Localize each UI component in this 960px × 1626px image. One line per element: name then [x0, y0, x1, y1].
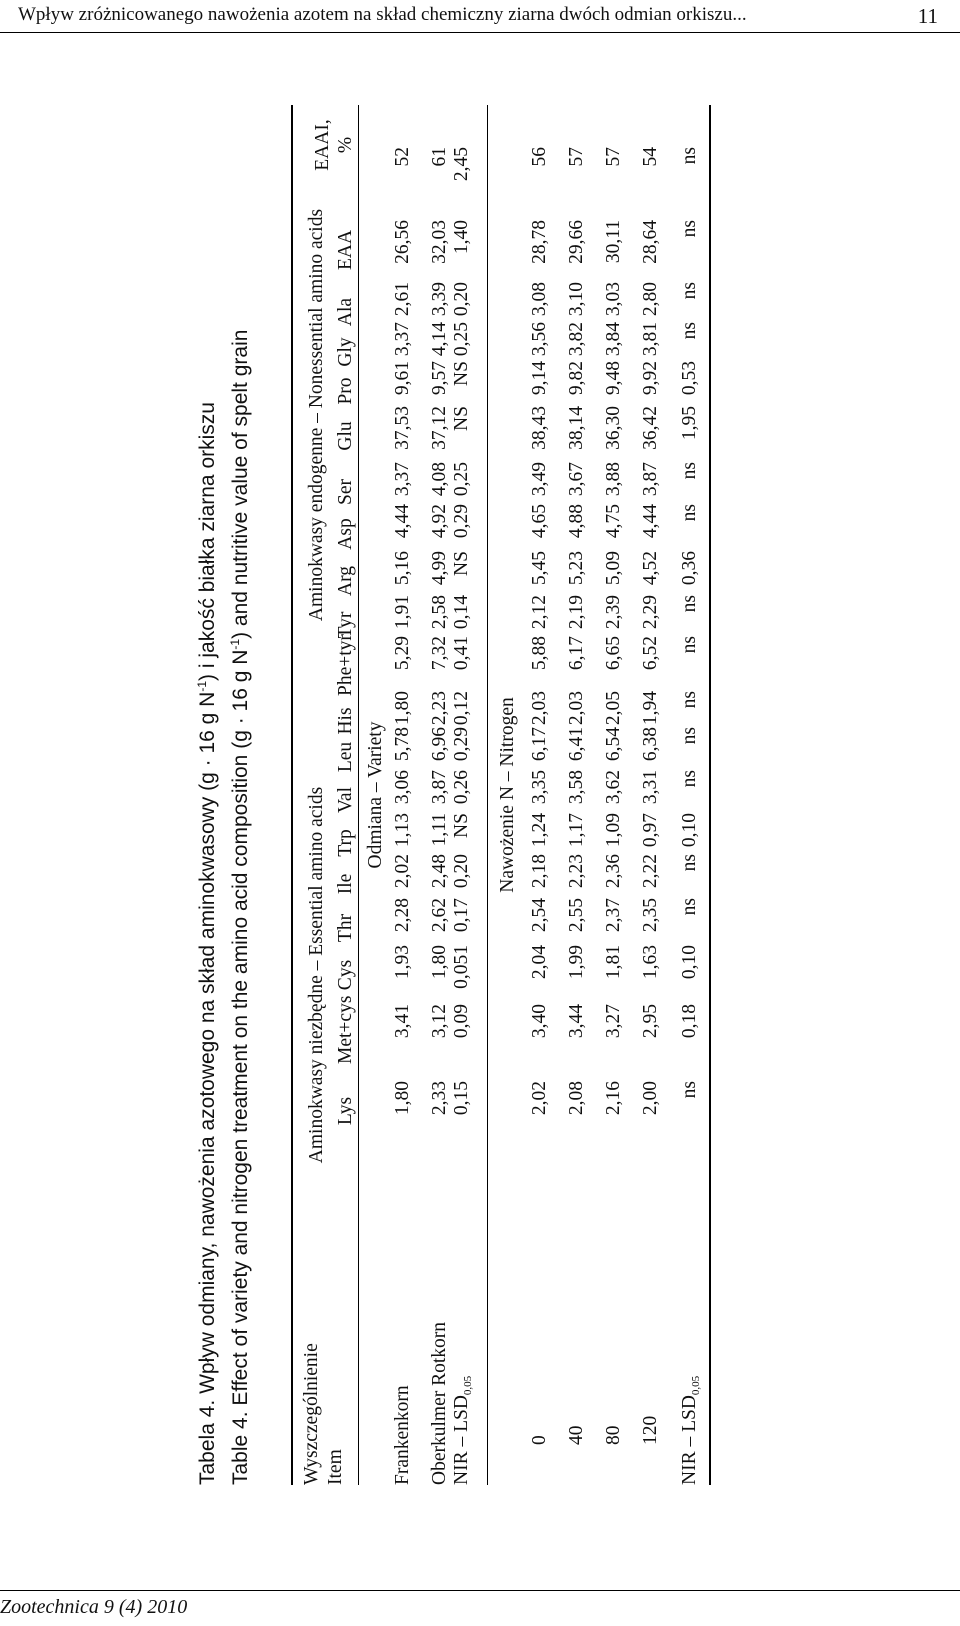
table-cell: 2,00	[640, 1081, 661, 1116]
row-label	[429, 1322, 451, 1485]
table-cell: 3,37	[392, 462, 413, 497]
table-cell: ns	[679, 636, 700, 654]
table-cell: 0,18	[679, 1004, 700, 1039]
table-cell: 3,08	[529, 282, 550, 317]
table-cell: 57	[603, 147, 624, 167]
table-cell: 2,80	[640, 282, 661, 317]
table-cell: 3,87	[640, 462, 661, 497]
nitrogen-section-label: Nawożenie N – Nitrogen	[497, 697, 518, 893]
table-cell: 3,56	[529, 322, 550, 357]
column-header: Tyr	[335, 611, 356, 639]
table-cell: 3,87	[429, 770, 450, 805]
table-cell: 1,80	[392, 691, 413, 726]
table-cell: 54	[640, 147, 661, 167]
table-cell: 6,54	[603, 727, 624, 762]
table-cell: 2,02	[392, 854, 413, 889]
table-cell: 3,62	[603, 770, 624, 805]
table-cell: 3,39	[429, 282, 450, 317]
column-header: Trp	[335, 829, 356, 857]
table-cell: 6,17	[529, 727, 550, 762]
table-cell: 5,23	[566, 551, 587, 586]
table-cell: 2,12	[529, 595, 550, 630]
table-cell: ns	[679, 220, 700, 238]
row-label-text: NIR – LSD	[679, 1395, 700, 1485]
table-cell: 1,99	[566, 945, 587, 980]
table-cell: 4,44	[392, 504, 413, 539]
column-header: Asp	[335, 518, 356, 550]
table-cell: 2,18	[529, 854, 550, 889]
table-cell: 2,37	[603, 898, 624, 933]
table-cell: 4,08	[429, 462, 450, 497]
table-cell: NS	[451, 813, 472, 838]
table-cell: 29,66	[566, 220, 587, 264]
table-cell: 7,32	[429, 636, 450, 671]
table-cell: 0,97	[640, 813, 661, 848]
table-cell: 1,81	[603, 945, 624, 980]
table-cell: 5,88	[529, 636, 550, 671]
table-cell: 0,25	[451, 462, 472, 497]
table-cell: 9,14	[529, 361, 550, 396]
table-cell: 26,56	[392, 220, 413, 264]
row-label-text: 120	[640, 1415, 661, 1445]
table-cell: 3,58	[566, 770, 587, 805]
table-cell: 1,80	[392, 1081, 413, 1116]
table-cell: 2,23	[566, 854, 587, 889]
table-cell: 3,88	[603, 462, 624, 497]
table-cell: 4,44	[640, 504, 661, 539]
page-number: 11	[917, 4, 938, 28]
table-cell: 0,17	[451, 898, 472, 933]
table-cell: 2,58	[429, 595, 450, 630]
row-label-text: 40	[566, 1425, 587, 1445]
table-cell: 2,36	[603, 854, 624, 889]
table-cell: 1,80	[429, 945, 450, 980]
table-cell: 6,38	[640, 727, 661, 762]
row-label	[566, 1426, 588, 1446]
table-cell: 0,29	[451, 504, 472, 539]
table-cell: 1,94	[640, 691, 661, 726]
table-cell: 2,39	[603, 595, 624, 630]
table-cell: 0,051	[451, 945, 472, 989]
table-row	[640, 105, 666, 1485]
table-cell: 2,19	[566, 595, 587, 630]
table-cell: 30,11	[603, 220, 624, 264]
nonessential-group-header: Aminokwasy endogenne – Nonessential amino acids	[306, 208, 327, 622]
table-cell: 2,08	[566, 1081, 587, 1116]
table-cell: 0,25	[451, 322, 472, 357]
table-cell: 1,11	[429, 813, 450, 847]
table-cell: 9,61	[392, 361, 413, 396]
table-cell: 9,57	[429, 361, 450, 396]
table-cell: 4,75	[603, 504, 624, 539]
table-cell: 0,14	[451, 595, 472, 630]
eaai-header-line2: %	[335, 136, 356, 154]
column-header: Lys	[335, 1096, 356, 1126]
table-cell: 2,55	[566, 898, 587, 933]
table-cell: 9,48	[603, 361, 624, 396]
table-cell: 28,78	[529, 220, 550, 264]
table-row	[566, 105, 592, 1485]
column-header: Ala	[335, 297, 356, 327]
header-rule	[0, 32, 960, 33]
table-cell: 61	[429, 147, 450, 167]
table-cell: 0,36	[679, 551, 700, 586]
table-cell: 3,10	[566, 282, 587, 317]
column-header: Glu	[335, 421, 356, 451]
table-cell: 4,65	[529, 504, 550, 539]
table-cell: 1,93	[392, 945, 413, 980]
table-cell: 1,09	[603, 813, 624, 848]
table-cell: 0,09	[451, 1004, 472, 1039]
table-cell: ns	[679, 462, 700, 480]
column-header: EAA	[335, 229, 356, 271]
row-label	[392, 1385, 414, 1485]
table-cell: 0,53	[679, 361, 700, 396]
table-cell: 3,31	[640, 770, 661, 805]
table-cell: ns	[679, 770, 700, 788]
table-cell: 9,92	[640, 361, 661, 396]
row-label	[603, 1426, 625, 1446]
table-cell: 0,26	[451, 770, 472, 805]
table-cell: 6,41	[566, 727, 587, 762]
column-header: Thr	[335, 913, 356, 943]
table-cell: 1,63	[640, 945, 661, 980]
table-cell: 5,45	[529, 551, 550, 586]
column-header: Val	[335, 787, 356, 813]
table-cell: 2,48	[429, 854, 450, 889]
table-cell: 3,44	[566, 1004, 587, 1039]
table-cell: 4,92	[429, 504, 450, 539]
table-cell: 2,22	[640, 854, 661, 889]
column-header: Ile	[335, 873, 356, 895]
table-cell: 2,29	[640, 595, 661, 630]
table-cell: 3,41	[392, 1004, 413, 1039]
table-row	[392, 105, 418, 1485]
table-cell: 28,64	[640, 220, 661, 264]
table-cell: 4,52	[640, 551, 661, 586]
table-cell: 37,12	[429, 406, 450, 450]
table-cell: 52	[392, 147, 413, 167]
column-header: Ser	[335, 479, 356, 505]
table-cell: 37,53	[392, 406, 413, 450]
eaai-header-line1: EAAI,	[312, 119, 333, 171]
table-cell: 9,82	[566, 361, 587, 396]
table-cell: 0,10	[679, 813, 700, 848]
table-cell: 57	[566, 147, 587, 167]
table-cell: 56	[529, 147, 550, 167]
table-bottom-rule	[709, 105, 711, 1485]
table-cell: 3,40	[529, 1004, 550, 1039]
table-cell: 2,28	[392, 898, 413, 933]
table-cell: NS	[451, 551, 472, 576]
footer-rule	[0, 1590, 960, 1591]
column-header: His	[335, 707, 356, 735]
row-label	[451, 1376, 474, 1485]
table-cell: 3,82	[566, 322, 587, 357]
table-cell: NS	[451, 361, 472, 386]
table-cell: 3,37	[392, 322, 413, 357]
table-cell: ns	[679, 282, 700, 300]
table-cell: 3,35	[529, 770, 550, 805]
column-header: Met+cys	[335, 995, 356, 1064]
table-cell: ns	[679, 147, 700, 165]
table-cell: 6,17	[566, 636, 587, 671]
table-cell: 2,54	[529, 898, 550, 933]
table-cell: 1,91	[392, 595, 413, 630]
rotated-table-page	[195, 105, 715, 1485]
table-cell: 2,03	[529, 691, 550, 726]
column-header: Cys	[335, 959, 356, 991]
variety-section-label: Odmiana – Variety	[365, 721, 386, 869]
table-caption-pl: Tabela 4. Wpływ odmiany, nawożenia azotowego na skład aminokwasowy (g · 16 g $N^{-1}$) i jakość białka ziarna orkiszu	[195, 402, 219, 1485]
table-cell: 3,06	[392, 770, 413, 805]
table-cell: ns	[679, 504, 700, 522]
table-cell: 4,99	[429, 551, 450, 586]
table-cell: 2,02	[529, 1081, 550, 1116]
table-row	[451, 105, 477, 1485]
header-bottom-rule	[358, 105, 359, 1485]
column-header: Leu	[335, 741, 356, 773]
item-header-pl: Wyszczególnienie	[301, 1343, 322, 1485]
table-caption-en: Table 4. Effect of variety and nitrogen treatment on the amino acid composition (g · 16 g $N^{-1}$) and nutritive value of spelt grain	[228, 329, 252, 1485]
table-row	[679, 105, 705, 1485]
table-cell: 36,30	[603, 406, 624, 450]
column-header: Pro	[335, 377, 356, 405]
row-label	[529, 1435, 551, 1445]
table-cell: 0,15	[451, 1081, 472, 1116]
row-label	[679, 1376, 702, 1485]
essential-group-header: Aminokwasy niezbędne – Essential amino acids	[306, 786, 327, 1164]
column-header: Arg	[335, 566, 356, 596]
table-cell: 2,62	[429, 898, 450, 933]
running-title: Wpływ zróżnicowanego nawożenia azotem na skład chemiczny ziarna dwóch odmian orkiszu...	[18, 4, 747, 25]
table-cell: NS	[451, 406, 472, 431]
table-cell: 0,20	[451, 854, 472, 889]
table-cell: 1,24	[529, 813, 550, 848]
table-cell: 1,13	[392, 813, 413, 848]
table-cell: 0,20	[451, 282, 472, 317]
lsd-subscript: 0,05	[462, 1375, 474, 1396]
table-cell: 3,12	[429, 1004, 450, 1039]
table-cell: 3,03	[603, 282, 624, 317]
table-cell: 1,95	[679, 406, 700, 441]
item-header-en: Item	[325, 1449, 346, 1485]
row-label-text: Oberkulmer Rotkorn	[429, 1321, 450, 1485]
table-cell: 5,16	[392, 551, 413, 586]
column-header: Gly	[335, 337, 356, 367]
table-cell: 5,78	[392, 727, 413, 762]
journal-footer: Zootechnica 9 (4) 2010	[0, 1596, 188, 1618]
table-cell: 3,81	[640, 322, 661, 357]
table-cell: 3,67	[566, 462, 587, 497]
table-cell: 6,52	[640, 636, 661, 671]
row-label-text: 80	[603, 1425, 624, 1445]
table-cell: ns	[679, 898, 700, 916]
table-cell: 2,61	[392, 282, 413, 317]
table-cell: ns	[679, 1081, 700, 1099]
table-cell: 2,04	[529, 945, 550, 980]
table-top-rule	[291, 105, 293, 1485]
table-cell: 2,23	[429, 691, 450, 726]
table-cell: 38,14	[566, 406, 587, 450]
table-cell: 4,14	[429, 322, 450, 357]
table-cell: 2,05	[603, 691, 624, 726]
table-cell: 2,03	[566, 691, 587, 726]
table-cell: 38,43	[529, 406, 550, 450]
table-cell: 2,35	[640, 898, 661, 933]
table-cell: ns	[679, 727, 700, 745]
table-cell: 0,41	[451, 636, 472, 671]
table-cell: 32,03	[429, 220, 450, 264]
table-row	[603, 105, 629, 1485]
table-row	[529, 105, 555, 1485]
table-cell: ns	[679, 322, 700, 340]
table-cell: 2,16	[603, 1081, 624, 1116]
row-label-text: Frankenkorn	[392, 1385, 413, 1485]
table-cell: 3,27	[603, 1004, 624, 1039]
table-cell: ns	[679, 691, 700, 709]
lsd-subscript: 0,05	[690, 1375, 702, 1396]
column-header: Phe+tyr	[335, 634, 356, 696]
table-cell: 3,84	[603, 322, 624, 357]
table-cell: 0,10	[679, 945, 700, 980]
table-cell: 1,17	[566, 813, 587, 848]
table-cell: 2,45	[451, 147, 472, 182]
row-label-text: NIR – LSD	[451, 1395, 472, 1485]
table-cell: 6,65	[603, 636, 624, 671]
table-cell: 6,96	[429, 727, 450, 762]
table-cell: 2,33	[429, 1081, 450, 1116]
table-cell: 0,29	[451, 727, 472, 762]
table-cell: 2,95	[640, 1004, 661, 1039]
table-cell: 3,49	[529, 462, 550, 497]
table-cell: ns	[679, 854, 700, 872]
row-label	[640, 1416, 662, 1445]
row-label-text: 0	[529, 1435, 550, 1445]
variety-section-rule	[487, 105, 488, 1485]
table-cell: ns	[679, 595, 700, 613]
table-cell: 4,88	[566, 504, 587, 539]
table-cell: 5,09	[603, 551, 624, 586]
table-cell: 5,29	[392, 636, 413, 671]
table-cell: 36,42	[640, 406, 661, 450]
table-cell: 1,40	[451, 220, 472, 255]
table-cell: 0,12	[451, 691, 472, 726]
